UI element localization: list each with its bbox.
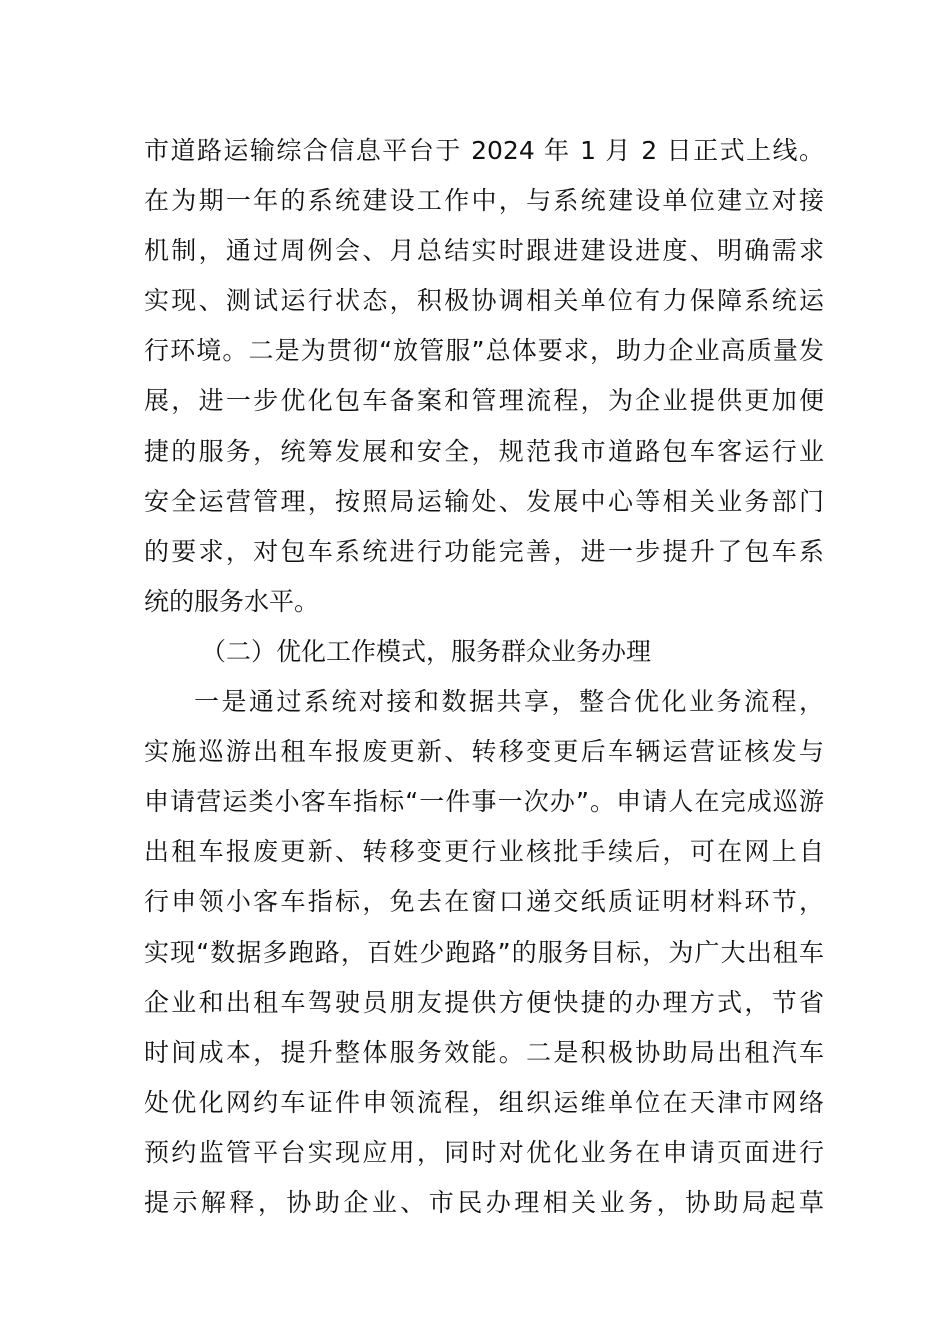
text-line: 实现、测试运行状态，积极协调相关单位有力保障系统运	[144, 286, 824, 316]
text-line: 处优化网约车证件申领流程，组织运维单位在天津市网络	[144, 1087, 824, 1117]
text-line: 时间成本，提升整体服务效能。二是积极协助局出租汽车	[144, 1037, 824, 1067]
text-line: 展，进一步优化包车备案和管理流程，为企业提供更加便	[144, 386, 824, 416]
body-text	[144, 126, 824, 1228]
section-heading: （二）优化工作模式，服务群众业务办理	[201, 636, 652, 666]
text-line: 出租车报废更新、转移变更行业核批手续后，可在网上自	[144, 837, 824, 867]
text-line: 行申领小客车指标，免去在窗口递交纸质证明材料环节，	[144, 887, 824, 917]
text-line: 实施巡游出租车报废更新、转移变更后车辆运营证核发与	[144, 737, 824, 767]
text-line: 提示解释，协助企业、市民办理相关业务，协助局起草	[144, 1187, 824, 1217]
text-line: 在为期一年的系统建设工作中，与系统建设单位建立对接	[144, 186, 824, 216]
text-line: 实现“数据多跑路，百姓少跑路”的服务目标，为广大出租车	[144, 937, 824, 967]
text-line: 申请营运类小客车指标“一件事一次办”。申请人在完成巡游	[144, 787, 824, 817]
text-line: 安全运营管理，按照局运输处、发展中心等相关业务部门	[144, 486, 824, 516]
text-line: 机制，通过周例会、月总结实时跟进建设进度、明确需求	[144, 236, 824, 266]
text-line: 企业和出租车驾驶员朋友提供方便快捷的办理方式，节省	[144, 987, 824, 1017]
text-line: 统的服务水平。	[144, 586, 320, 616]
text-line: 行环境。二是为贯彻“放管服”总体要求，助力企业高质量发	[144, 336, 824, 366]
text-line: 捷的服务，统筹发展和安全，规范我市道路包车客运行业	[144, 436, 824, 466]
text-line: 预约监管平台实现应用，同时对优化业务在申请页面进行	[144, 1137, 824, 1167]
text-line: 的要求，对包车系统进行功能完善，进一步提升了包车系	[144, 536, 824, 566]
text-line: 一是通过系统对接和数据共享，整合优化业务流程，	[194, 687, 824, 717]
text-line: 市道路运输综合信息平台于 2024 年 1 月 2 日正式上线。	[144, 136, 824, 165]
